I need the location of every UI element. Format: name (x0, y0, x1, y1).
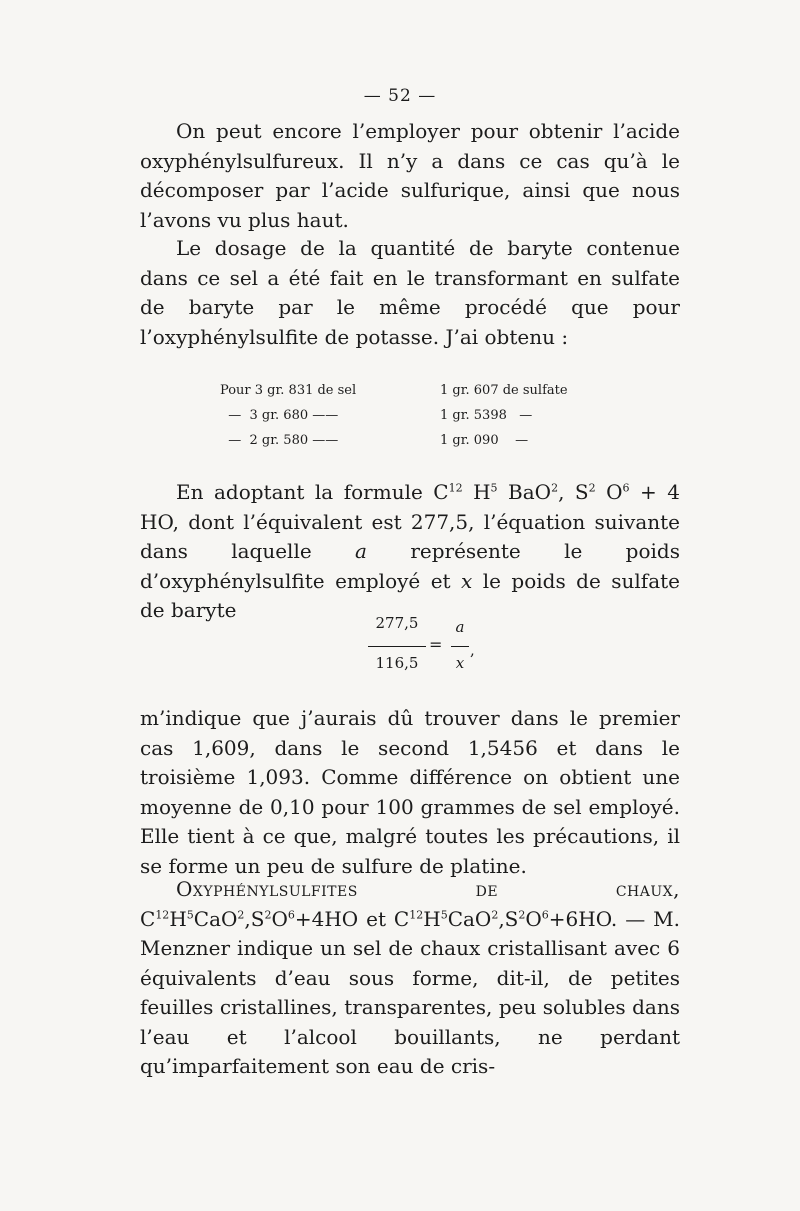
p5-formula: CaO (193, 906, 238, 931)
fraction-bar (451, 646, 469, 647)
formula-sup: 2 (264, 907, 272, 921)
formula-sup: 2 (491, 907, 499, 921)
formula-sup: 6 (622, 481, 630, 495)
section-heading: Oxyphénylsulfites de chaux, (176, 877, 680, 901)
p5-formula: O (271, 906, 288, 931)
paragraph-1 (140, 117, 680, 235)
equation-denominator: 116,5 (375, 654, 419, 672)
formula-sup: 12 (448, 481, 463, 495)
formula-sup: 2 (551, 481, 559, 495)
paragraph-3 (140, 478, 680, 626)
equation-right-numerator: a (455, 618, 465, 636)
formula-sup: 2 (588, 481, 596, 495)
paragraph-2 (140, 234, 680, 352)
p5-formula: ,S (498, 906, 519, 931)
paragraph-4 (140, 704, 680, 881)
p5-formula: H (423, 906, 441, 931)
p5-formula: +4HO et C (294, 906, 410, 931)
p3-formula: , S (558, 480, 589, 504)
equation (368, 614, 478, 680)
paragraph-3-text (140, 478, 680, 626)
page-number: — 52 — (363, 86, 437, 106)
formula-sup: 5 (440, 907, 448, 921)
p3-text: le poids de sulfate de baryte (140, 568, 680, 622)
equation-right-denominator: x (455, 654, 465, 672)
formula-sup: 12 (155, 907, 170, 921)
p5-formula: O (525, 906, 542, 931)
formula-sup: 2 (518, 907, 526, 921)
formula-sup: 5 (186, 907, 194, 921)
p3-text: + 4 HO, dont l’équivalent est 277,5, l’équation suivante dans laquelle (140, 480, 680, 563)
p5-text: +6HO. — M. Menzner indique un sel de chaux cristallisant avec 6 équivalents d’eau sous forme, dit-il, de petites feuilles cristallines, transparentes, peu solubles dans l’eau et l’alcool bouillants, ne perdant qu’imparfaitement son eau de cris- (140, 906, 680, 1078)
measurement-row (220, 428, 568, 453)
measurement-salt: — 3 gr. 680 —— (220, 408, 339, 423)
p3-formula: O (595, 480, 623, 504)
equation-numerator: 277,5 (375, 614, 419, 632)
formula-sup: 12 (409, 907, 424, 921)
paragraph-5 (140, 875, 680, 1082)
measurement-sulfate: 1 gr. 5398 — (440, 408, 533, 423)
measurement-table (220, 378, 568, 453)
formula-sup: 6 (541, 907, 549, 921)
paragraph-5-text (140, 875, 680, 1082)
paragraph-1-text: On peut encore l’employer pour obtenir l’acide oxyphénylsulfureux. Il n’y a dans ce cas qu’à le décomposer par l’acide sulfurique, ainsi que nous l’avons vu plus haut. (140, 119, 680, 232)
p3-formula: BaO (497, 480, 552, 504)
measurement-salt: — 2 gr. 580 —— (220, 433, 339, 448)
measurement-salt: Pour 3 gr. 831 de sel (220, 383, 357, 398)
p3-text: représente le poids d’oxyphénylsulfite employé et (140, 539, 680, 593)
p3-formula: H (462, 480, 491, 504)
equation-comma: , (470, 641, 475, 659)
formula-sup: 6 (287, 907, 295, 921)
measurement-row (220, 403, 568, 428)
p5-formula: CaO (447, 906, 492, 931)
measurement-row (220, 378, 568, 403)
variable-x: x (461, 568, 473, 593)
measurement-sulfate: 1 gr. 090 — (440, 433, 529, 448)
fraction-bar (368, 646, 426, 647)
paragraph-2-text: Le dosage de la quantité de baryte contenue dans ce sel a été fait en le transformant en sulfate de baryte par le même procédé que pour l’oxyphénylsulfite de potasse. J’ai obtenu : (140, 236, 680, 349)
equals-sign: = (429, 635, 443, 654)
formula-sup: 2 (237, 907, 245, 921)
p5-formula: C (140, 906, 156, 931)
p5-formula: ,S (244, 906, 265, 931)
variable-a: a (355, 539, 367, 563)
measurement-sulfate: 1 gr. 607 de sulfate (440, 383, 568, 398)
paragraph-4-text: m’indique que j’aurais dû trouver dans le premier cas 1,609, dans le second 1,5456 et dans le troisième 1,093. Comme différence on obtient une moyenne de 0,10 pour 100 grammes de sel employé. Elle tient à ce que, malgré toutes les précautions, il se forme un peu de sulfure de platine. (140, 706, 680, 878)
p3-text: En adoptant la formule C (176, 480, 449, 504)
p5-formula: H (169, 906, 187, 931)
formula-sup: 5 (490, 481, 498, 495)
